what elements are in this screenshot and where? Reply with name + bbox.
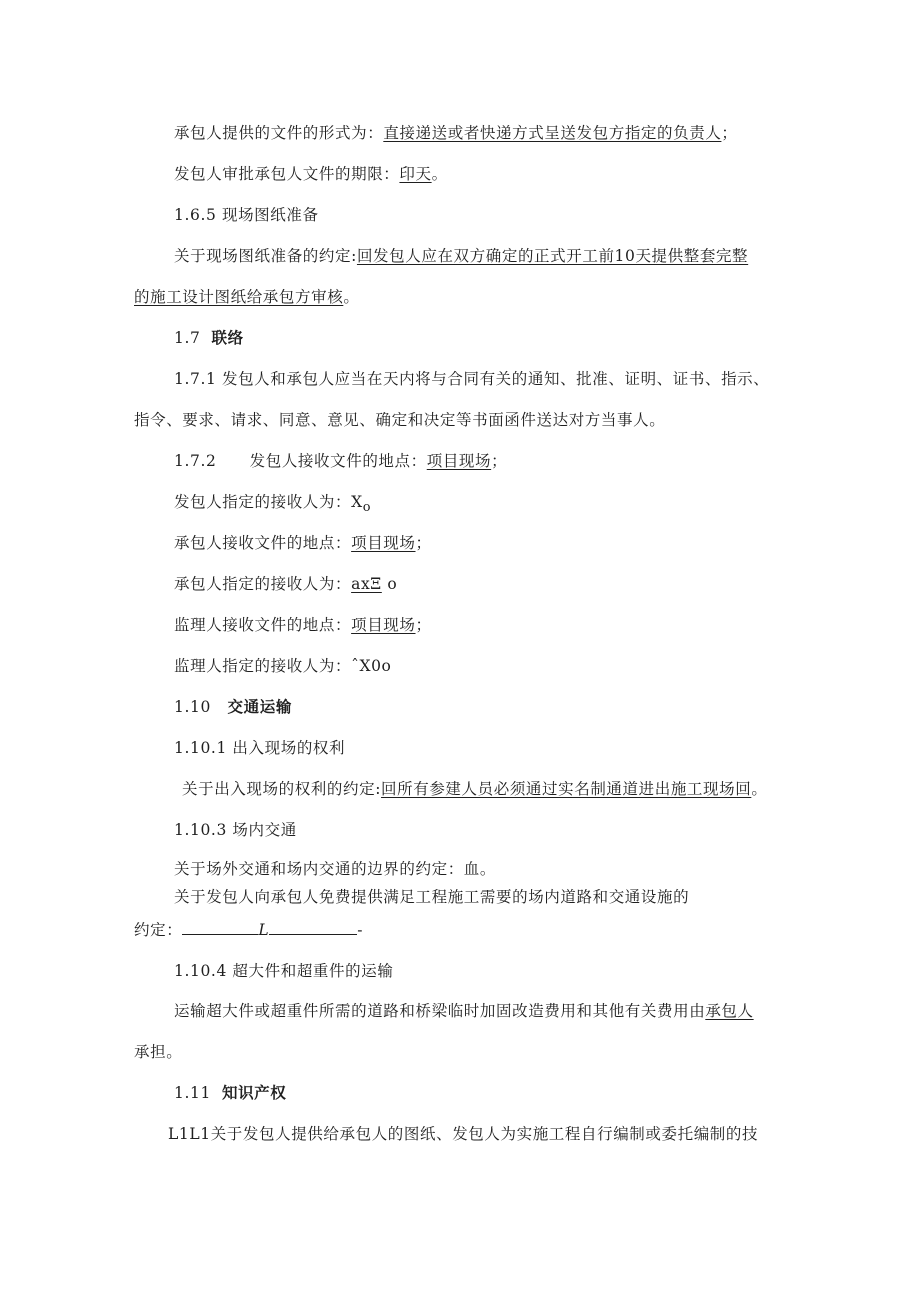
- trailing-mark: o: [387, 575, 398, 593]
- approval-period-line: [174, 163, 448, 185]
- section-1-10-heading: [174, 696, 292, 718]
- punct: ；: [491, 452, 508, 470]
- punct: ；: [415, 534, 432, 552]
- punct: ；: [415, 616, 432, 634]
- label: 发包人指定的接收人为：: [174, 493, 352, 511]
- label: 监理人接收文件的地点：: [174, 616, 352, 634]
- section-1-7-1-line-2: 指令、要求、请求、同意、意见、确定和决定等书面函件送达对方当事人。: [134, 411, 666, 429]
- filled-value: 回发包人应在双方确定的正式开工前10天提供整套完整: [356, 247, 749, 265]
- oversize-cost-line: [174, 1000, 754, 1022]
- filled-value: 项目现场: [426, 452, 492, 470]
- section-1-11-heading: [174, 1082, 286, 1104]
- label: 关于出入现场的权利的约定:: [182, 780, 382, 798]
- punct: ；: [721, 124, 738, 142]
- punct: 。: [751, 780, 768, 798]
- filled-value: axΞ: [351, 575, 382, 593]
- subscript-mark: o: [362, 500, 372, 516]
- section-number: 1.7.2: [174, 452, 217, 470]
- section-1-7-1-line-1: 1.7.1 发包人和承包人应当在天内将与合同有关的通知、批准、证明、证书、指示、: [174, 370, 770, 388]
- filled-value: 的施工设计图纸给承包方审核: [134, 288, 344, 306]
- blank-field: [182, 919, 258, 935]
- filled-value: X: [351, 493, 363, 511]
- filled-value: 直接递送或者快递方式呈送发包方指定的负责人: [383, 124, 722, 142]
- drawing-prep-line-2: [134, 286, 359, 308]
- free-roads-blank-line: [134, 919, 363, 941]
- free-roads-line: 关于发包人向承包人免费提供满足工程施工需要的场内道路和交通设施的: [174, 888, 690, 906]
- section-number: 1.11: [174, 1084, 211, 1102]
- site-access-line: [182, 778, 767, 800]
- section-1-7-2-line: [174, 450, 507, 472]
- text: 运输超大件或超重件所需的道路和桥梁临时加固改造费用和其他有关费用由: [174, 1002, 706, 1020]
- section-title: 知识产权: [221, 1084, 287, 1102]
- section-1-7-heading: [174, 327, 244, 349]
- traffic-boundary-line: 关于场外交通和场内交通的边界的约定：血。: [174, 860, 497, 878]
- supervisor-recipient-line: [174, 655, 392, 677]
- label: 承包人接收文件的地点：: [174, 534, 352, 552]
- label: 承包人提供的文件的形式为：: [174, 124, 384, 142]
- section-number: 1.10: [174, 698, 211, 716]
- label: 发包人接收文件的地点：: [249, 452, 427, 470]
- label: 监理人指定的接收人为：: [174, 657, 352, 675]
- label: 发包人审批承包人文件的期限：: [174, 165, 400, 183]
- label: 关于现场图纸准备的约定:: [174, 247, 357, 265]
- section-1-10-3-heading: 1.10.3 场内交通: [174, 821, 297, 839]
- contractor-location-line: [174, 532, 432, 554]
- section-title: 联络: [211, 329, 244, 347]
- contractor-recipient-line: [174, 573, 397, 595]
- label: 约定：: [134, 921, 183, 939]
- section-1-10-1-heading: 1.10.1 出入现场的权利: [174, 739, 346, 757]
- section-1-10-4-heading: 1.10.4 超大件和超重件的运输: [174, 962, 394, 980]
- label: 承包人指定的接收人为：: [174, 575, 352, 593]
- filled-value: 印天: [399, 165, 432, 183]
- punct: 。: [431, 165, 448, 183]
- filled-value: 回所有参建人员必须通过实名制通道进出施工现场回: [381, 780, 752, 798]
- trailing-mark: -: [357, 921, 364, 939]
- filled-value: ˆX0o: [351, 657, 392, 675]
- filled-value: 项目现场: [351, 616, 416, 634]
- oversize-cost-line-2: 承担。: [134, 1043, 183, 1061]
- file-form-line: [174, 122, 738, 144]
- section-1-6-5-heading: 1.6.5 现场图纸准备: [174, 206, 319, 224]
- filled-value: 承包人: [705, 1002, 754, 1020]
- supervisor-location-line: [174, 614, 432, 636]
- blank-mark: L: [258, 921, 270, 939]
- section-title: 交通运输: [227, 698, 292, 716]
- punct: 。: [343, 288, 360, 306]
- filled-value: 项目现场: [351, 534, 416, 552]
- section-number: 1.7: [174, 329, 201, 347]
- drawing-prep-line: [174, 245, 748, 267]
- section-1-11-1-line: L1L1关于发包人提供给承包人的图纸、发包人为实施工程自行编制或委托编制的技: [168, 1125, 759, 1143]
- employer-recipient-line: [174, 491, 371, 519]
- blank-field: [269, 919, 357, 935]
